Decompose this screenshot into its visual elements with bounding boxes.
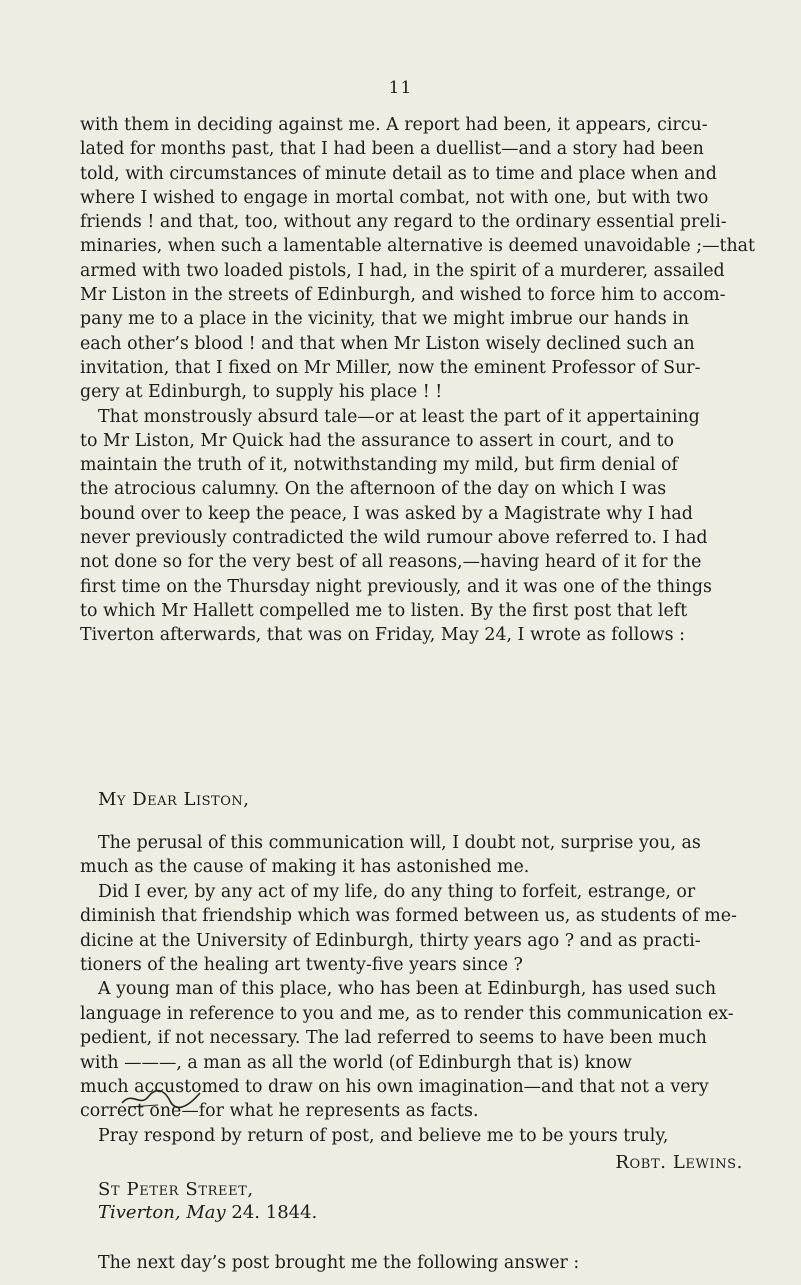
address-date: 24. 1844. bbox=[231, 1202, 318, 1223]
letter-signature: Robt. Lewins. bbox=[615, 1152, 743, 1173]
letter-line: with ———, a man as all the world (of Edinburgh that is) know bbox=[80, 1052, 632, 1073]
paragraph-line: Tiverton afterwards, that was on Friday, May 24, I wrote as follows : bbox=[80, 625, 685, 646]
letter-line: language in reference to you and me, as to render this communication ex- bbox=[80, 1003, 734, 1024]
paragraph-line: lated for months past, that I had been a duellist—and a story had been bbox=[80, 139, 704, 160]
paragraph-line: gery at Edinburgh, to supply his place ! ! bbox=[80, 382, 443, 403]
letter-line: dicine at the University of Edinburgh, thirty years ago ? and as practi- bbox=[80, 930, 701, 951]
paragraph-line: not done so for the very best of all reasons,—having heard of it for the bbox=[80, 552, 702, 573]
letter-line: much accustomed to draw on his own imagination—and that not a very bbox=[80, 1077, 709, 1098]
letter-line: correct one—for what he represents as facts. bbox=[80, 1101, 479, 1122]
paragraph-line: each other’s blood ! and that when Mr Liston wisely declined such an bbox=[80, 333, 695, 354]
letter-salutation: My Dear Liston, bbox=[98, 789, 250, 810]
paragraph-line: told, with circumstances of minute detail as to time and place when and bbox=[80, 163, 717, 184]
letter-line: much as the cause of making it has astonished me. bbox=[80, 857, 530, 878]
paragraph-line: maintain the truth of it, notwithstanding my mild, but firm denial of bbox=[80, 455, 678, 476]
letter-line: Pray respond by return of post, and believe me to be yours truly, bbox=[98, 1125, 669, 1146]
paragraph-line: friends ! and that, too, without any regard to the ordinary essential preli- bbox=[80, 212, 727, 233]
paragraph-line: to which Mr Hallett compelled me to listen. By the first post that left bbox=[80, 600, 688, 621]
handwritten-annotation bbox=[118, 1085, 204, 1111]
letter-line: diminish that friendship which was formed between us, as students of me- bbox=[80, 906, 737, 927]
paragraph-line: Mr Liston in the streets of Edinburgh, and wished to force him to accom- bbox=[80, 285, 726, 306]
letter-address-street: St Peter Street, bbox=[98, 1179, 254, 1200]
paragraph-line: pany me to a place in the vicinity, that we might imbrue our hands in bbox=[80, 309, 690, 330]
paragraph-line: armed with two loaded pistols, I had, in the spirit of a murderer, assailed bbox=[80, 260, 725, 281]
paragraph-line: first time on the Thursday night previously, and it was one of the things bbox=[80, 576, 712, 597]
paragraph-line: to Mr Liston, Mr Quick had the assurance to assert in court, and to bbox=[80, 430, 675, 451]
letter-line: The perusal of this communication will, I doubt not, surprise you, as bbox=[98, 833, 701, 853]
body-paragraph bbox=[80, 113, 756, 648]
paragraph-line: with them in deciding against me. A report had been, it appears, circu- bbox=[80, 115, 708, 135]
page-number: 11 bbox=[388, 78, 413, 98]
letter-address-place-date bbox=[98, 1202, 317, 1223]
paragraph-line: invitation, that I fixed on Mr Miller, now the eminent Professor of Sur- bbox=[80, 357, 701, 378]
paragraph-line: bound over to keep the peace, I was asked by a Magistrate why I had bbox=[80, 503, 693, 524]
paragraph-line: never previously contradicted the wild rumour above referred to. I had bbox=[80, 528, 708, 549]
closing-line: The next day’s post brought me the following answer : bbox=[98, 1253, 580, 1273]
letter-line: pedient, if not necessary. The lad referred to seems to have been much bbox=[80, 1028, 707, 1049]
paragraph-line: That monstrously absurd tale—or at least the part of it appertaining bbox=[98, 406, 700, 427]
letter-line: A young man of this place, who has been at Edinburgh, has used such bbox=[98, 979, 717, 1000]
paragraph-line: the atrocious calumny. On the afternoon of the day on which I was bbox=[80, 479, 667, 500]
letter-line: tioners of the healing art twenty-five years since ? bbox=[80, 955, 523, 976]
paragraph-line: minaries, when such a lamentable alternative is deemed unavoidable ;—that bbox=[80, 236, 756, 257]
address-place: Tiverton, bbox=[98, 1202, 181, 1223]
letter-line: Did I ever, by any act of my life, do any thing to forfeit, estrange, or bbox=[98, 881, 696, 902]
paragraph-line: where I wished to engage in mortal combat, not with one, but with two bbox=[80, 187, 709, 208]
address-month: May bbox=[186, 1202, 226, 1223]
